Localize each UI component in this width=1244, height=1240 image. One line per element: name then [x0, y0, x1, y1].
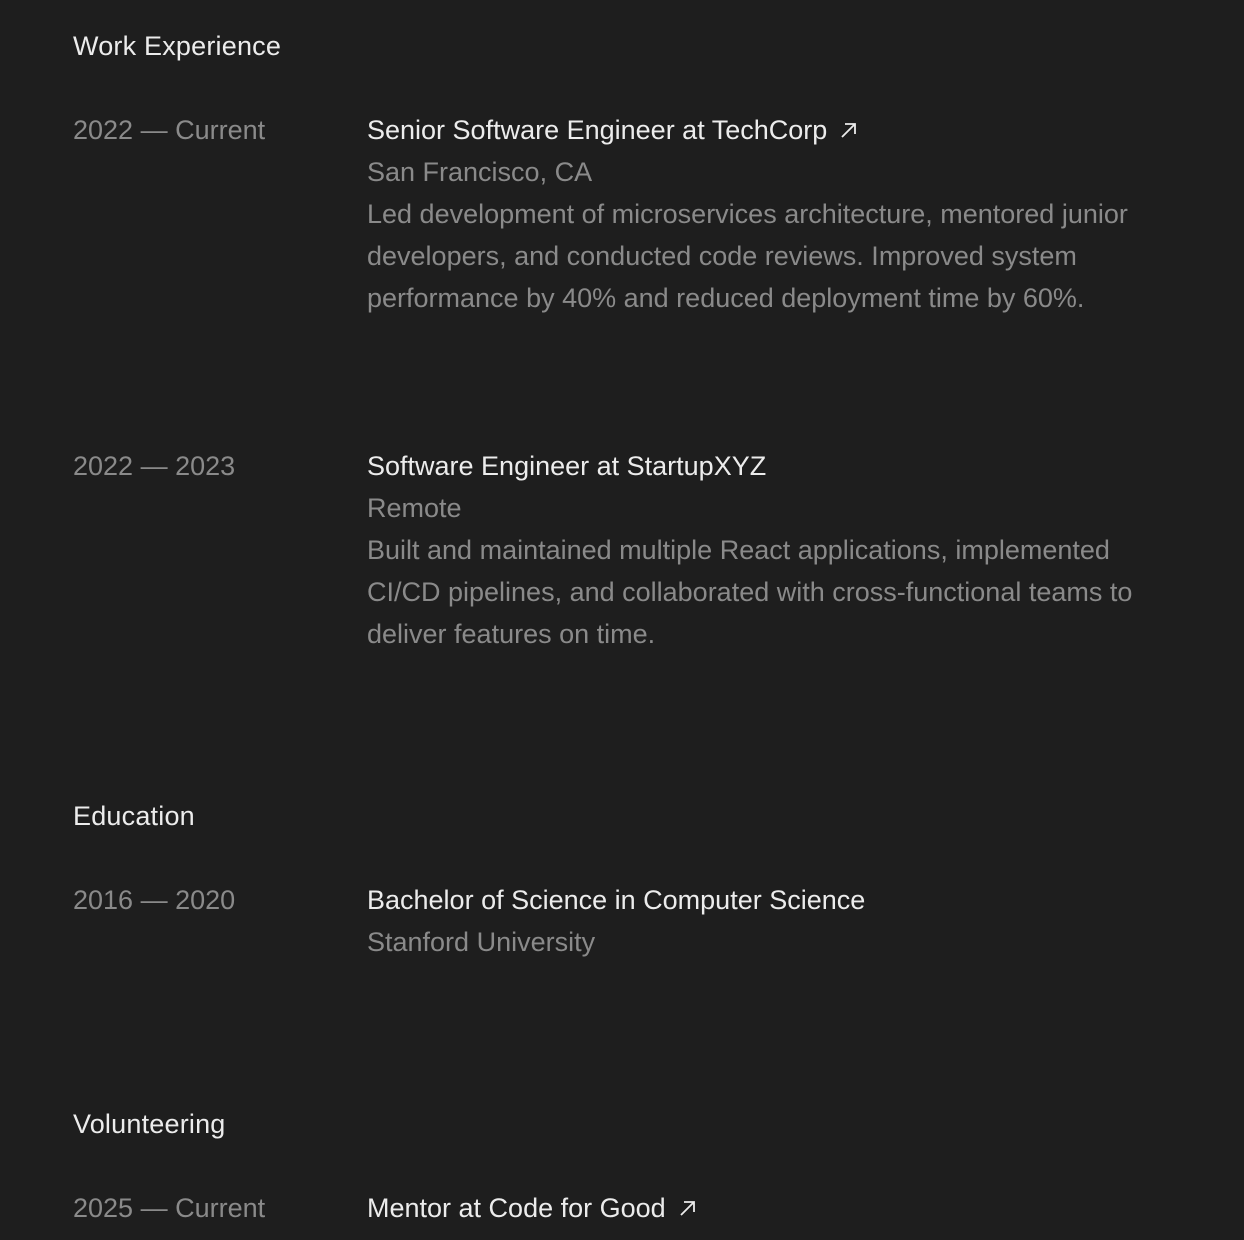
entry-institution: Stanford University [367, 927, 596, 957]
entry-title-link[interactable] [367, 109, 859, 151]
entry-body [367, 445, 1167, 655]
entry-body [367, 1187, 1167, 1229]
entry-body [367, 879, 1167, 963]
entry-title: Bachelor of Science in Computer Science [367, 885, 866, 915]
entry-title-link[interactable] [367, 1187, 698, 1229]
entry-description: Built and maintained multiple React applications, implemented CI/CD pipelines, and collaborated with cross-functional teams to deliver features on time. [367, 535, 1133, 649]
section-title-volunteering: Volunteering [73, 1109, 226, 1139]
entry-location: San Francisco, CA [367, 157, 593, 187]
entry-body [367, 109, 1167, 319]
arrow-up-right-icon [678, 1198, 698, 1218]
entry-title-text: Senior Software Engineer at TechCorp [367, 115, 828, 145]
entry-title-text: Mentor at Code for Good [367, 1193, 666, 1223]
entry-date: 2022 — 2023 [73, 451, 236, 481]
entry-date: 2022 — Current [73, 115, 266, 145]
entry-date: 2025 — Current [73, 1193, 266, 1223]
section-title-education: Education [73, 801, 195, 831]
entry-description: Led development of microservices architecture, mentored junior developers, and conducted code reviews. Improved system performance by 40% and reduced deployment time by 60%. [367, 199, 1128, 313]
entry-title: Software Engineer at StartupXYZ [367, 451, 767, 481]
entry-location: Remote [367, 493, 462, 523]
section-title-work-experience: Work Experience [73, 31, 282, 61]
entry-date: 2016 — 2020 [73, 885, 236, 915]
arrow-up-right-icon [839, 120, 859, 140]
